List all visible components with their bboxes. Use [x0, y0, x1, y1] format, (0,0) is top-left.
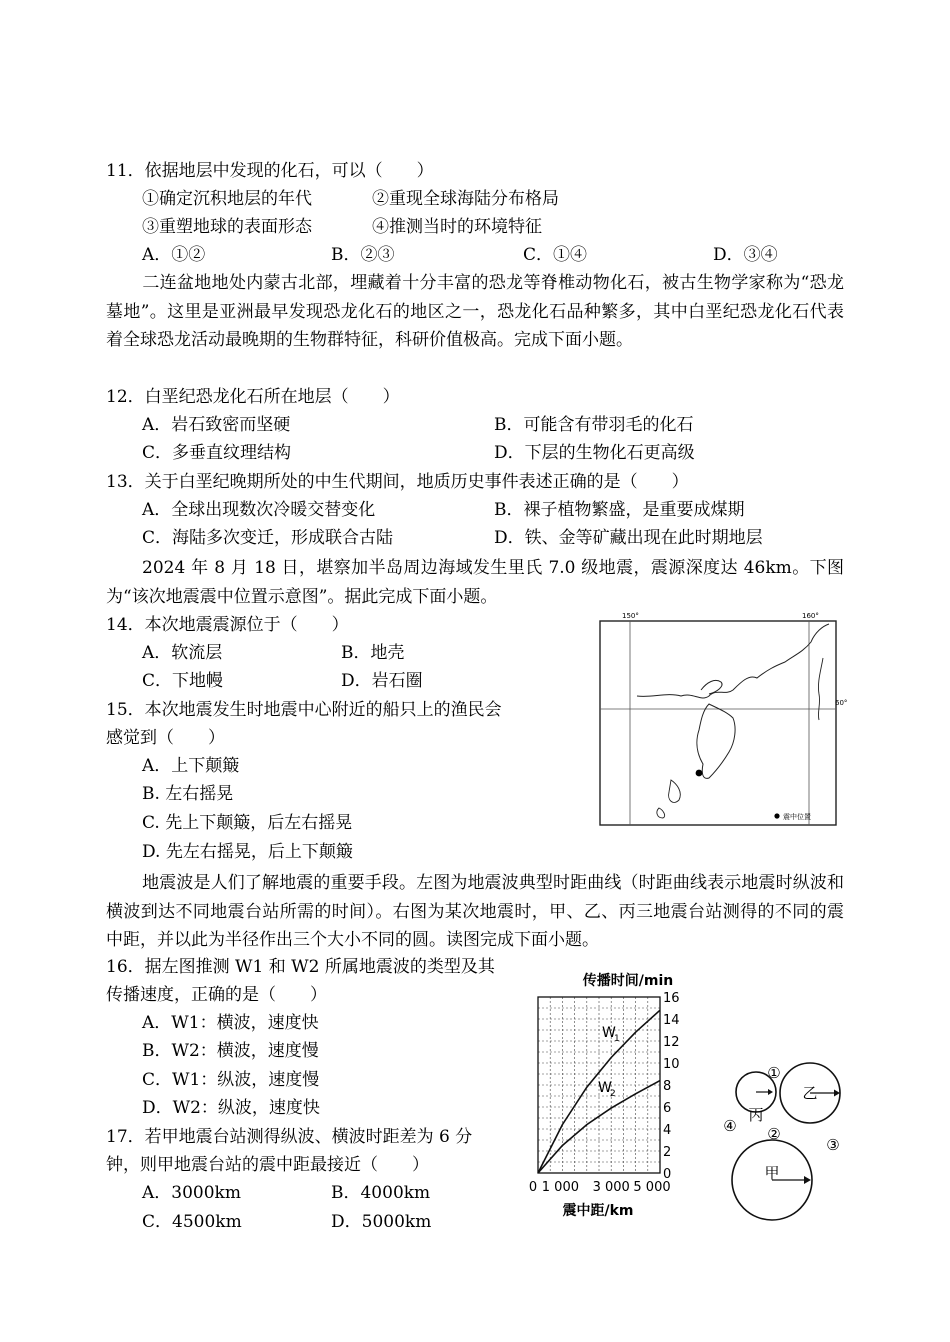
q12-stem: 12．白垩纪恐龙化石所在地层（ ）	[106, 387, 400, 407]
arrow-bing	[768, 1089, 773, 1095]
q15-stem-line2: 感觉到（ ）	[106, 728, 225, 748]
legend-marker	[774, 813, 779, 818]
y-tick-label-4: 4	[663, 1123, 672, 1138]
q11-option-c: C．①④	[523, 245, 588, 265]
marker-1: ①	[767, 1064, 781, 1082]
q15-option-d: D. 先左右摇晃，后上下颠簸	[142, 842, 353, 862]
q13-option-c: C．海陆多次变迁，形成联合古陆	[142, 528, 394, 548]
travel-time-chart	[520, 965, 700, 1225]
q15-option-c: C. 先上下颠簸，后左右摇晃	[142, 813, 353, 833]
q13-option-b: B．裸子植物繁盛，是重要成煤期	[494, 500, 745, 520]
q16-option-c: C．W1：纵波，速度慢	[142, 1070, 320, 1090]
y-tick-label-10: 10	[663, 1057, 680, 1072]
q11-stem: 11．依据地层中发现的化石，可以（ ）	[106, 161, 434, 181]
q15-stem-line1: 15．本次地震发生时地震中心附近的船只上的渔民会	[106, 700, 502, 720]
series-sub-W1: 1	[614, 1034, 620, 1044]
q17-stem-line1: 17．若甲地震台站测得纵波、横波时距差为 6 分	[106, 1127, 473, 1147]
lon-label-160: 160°	[802, 612, 819, 620]
label-yi: 乙	[802, 1084, 818, 1102]
series-label-W1: W	[602, 1025, 616, 1041]
q11-item-3: ③重塑地球的表面形态	[142, 217, 312, 237]
q16-option-b: B．W2：横波，速度慢	[142, 1041, 319, 1061]
q11-option-b: B．②③	[331, 245, 395, 265]
x-tick-label-0: 0	[528, 1180, 538, 1195]
q14-stem: 14．本次地震震源位于（ ）	[106, 615, 349, 635]
q11-option-a: A．①②	[142, 245, 206, 265]
marker-3: ③	[826, 1136, 840, 1154]
y-tick-label-0: 0	[663, 1167, 672, 1182]
arrow-jia	[804, 1176, 811, 1184]
x-tick-label-3: 5 000	[633, 1180, 671, 1195]
epicenter-map	[597, 612, 847, 830]
q11-item-1: ①确定沉积地层的年代	[142, 189, 312, 209]
q12-option-a: A．岩石致密而坚硬	[142, 415, 291, 435]
y-tick-label-6: 6	[663, 1101, 672, 1116]
marker-2: ②	[767, 1125, 781, 1143]
q17-option-d: D．5000km	[331, 1212, 432, 1232]
q17-option-a: A．3000km	[142, 1183, 241, 1203]
legend-label: 震中位置	[783, 813, 811, 821]
q17-option-c: C．4500km	[142, 1212, 242, 1232]
lat-label-60: 60°	[835, 699, 847, 707]
q14-option-a: A．软流层	[142, 643, 223, 663]
chart-ylabel: 传播时间/min	[582, 973, 674, 989]
y-tick-label-2: 2	[663, 1145, 672, 1160]
passage-seismic-waves: 地震波是人们了解地震的重要手段。左图为地震波典型时距曲线（时距曲线表示地震时纵波和横波到达不同地震台站所需的时间）。右图为某次地震时，甲、乙、丙三地震台站测得的不同的震中距，并以此为半径作出三个大小不同的圆。读图完成下面小题。	[106, 873, 844, 950]
q11-option-d: D．③④	[713, 245, 778, 265]
label-jia: 甲	[764, 1164, 780, 1182]
chart-xlabel: 震中距/km	[562, 1203, 634, 1219]
q13-stem: 13．关于白垩纪晚期所处的中生代期间，地质历史事件表述正确的是（ ）	[106, 472, 689, 492]
q14-option-b: B．地壳	[341, 643, 405, 663]
q14-option-d: D．岩石圈	[341, 671, 423, 691]
x-tick-label-2: 3 000	[592, 1180, 630, 1195]
q16-stem-line2: 传播速度，正确的是（ ）	[106, 985, 327, 1005]
y-tick-label-12: 12	[663, 1035, 680, 1050]
q11-item-4: ④推测当时的环境特征	[372, 217, 542, 237]
x-tick-label-1: 1 000	[541, 1180, 580, 1195]
passage-erlian-basin: 二连盆地地处内蒙古北部，埋藏着十分丰富的恐龙等脊椎动物化石，被古生物学家称为“恐龙墓地”。这里是亚洲最早发现恐龙化石的地区之一，恐龙化石品种繁多，其中白垩纪恐龙化石代表着全球恐龙活动最晚期的生物群特征，科研价值极高。完成下面小题。	[106, 273, 844, 350]
epicenter-marker	[696, 770, 703, 777]
q15-option-b: B. 左右摇晃	[142, 784, 234, 804]
q12-option-b: B．可能含有带羽毛的化石	[494, 415, 694, 435]
q11-item-2: ②重现全球海陆分布格局	[372, 189, 559, 209]
series-label-W2: W	[598, 1080, 612, 1096]
lon-label-150: 150°	[622, 612, 639, 620]
y-tick-label-16: 16	[663, 991, 680, 1006]
q13-option-d: D．铁、金等矿藏出现在此时期地层	[494, 528, 763, 548]
passage-kamchatka-quake: 2024 年 8 月 18 日，堪察加半岛周边海域发生里氏 7.0 级地震，震源深度达 46km。下图为“该次地震震中位置示意图”。据此完成下面小题。	[106, 558, 844, 607]
station-circles-figure	[718, 1058, 858, 1238]
y-tick-label-14: 14	[663, 1013, 680, 1028]
marker-4: ④	[723, 1117, 737, 1135]
q14-option-c: C．下地幔	[142, 671, 224, 691]
q12-option-d: D．下层的生物化石更高级	[494, 443, 695, 463]
q16-option-d: D．W2：纵波，速度快	[142, 1098, 320, 1118]
q16-option-a: A．W1：横波，速度快	[142, 1013, 319, 1033]
q13-option-a: A．全球出现数次冷暖交替变化	[142, 500, 376, 520]
label-bing: 丙	[748, 1106, 764, 1124]
series-sub-W2: 2	[610, 1089, 616, 1099]
q17-stem-line2: 钟，则甲地震台站的震中距最接近（ ）	[106, 1155, 429, 1175]
y-tick-label-8: 8	[663, 1079, 672, 1094]
q17-option-b: B．4000km	[331, 1183, 431, 1203]
q16-stem-line1: 16．据左图推测 W1 和 W2 所属地震波的类型及其	[106, 957, 495, 977]
q15-option-a: A．上下颠簸	[142, 756, 240, 776]
q12-option-c: C．多垂直纹理结构	[142, 443, 292, 463]
